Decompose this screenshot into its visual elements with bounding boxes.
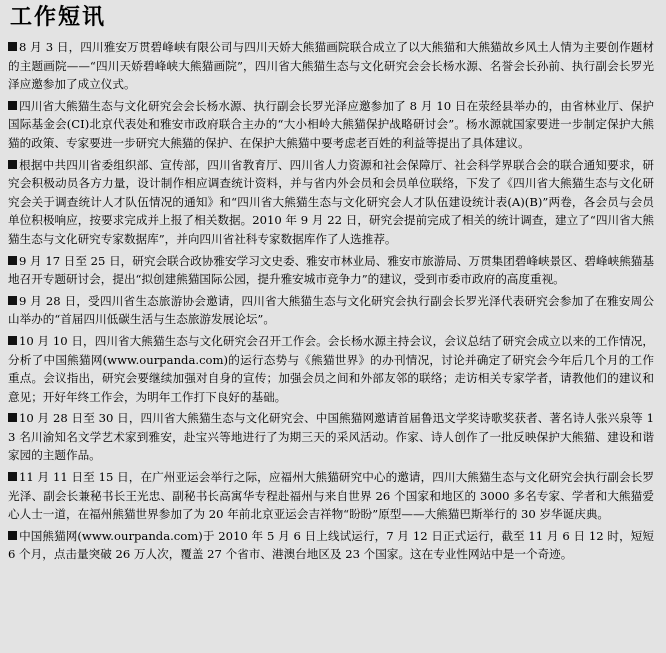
- news-item-text: 11 月 11 日至 15 日，在广州亚运会举行之际，应福州大熊猫研究中心的邀请，四川大熊猫生态与文化研究会执行副会长罗光泽、副会长兼秘书长王光忠、副秘书长高寓华专程赴福州与来自世界 26 个国家和地区的 3000 多名专家、学者和大熊猫爱心人士一道，在福州熊猫世界参加了为 20 年前北京亚运会吉祥物“盼盼”原型——大熊猫巴斯举行的 30 岁华诞庆典。: [8, 470, 654, 522]
- square-bullet-icon: [8, 531, 17, 540]
- square-bullet-icon: [8, 256, 17, 265]
- news-list: [8, 38, 654, 567]
- news-item: [8, 332, 654, 406]
- news-item: [8, 38, 654, 94]
- news-item: [8, 97, 654, 153]
- news-item: [8, 527, 654, 564]
- news-item: [8, 292, 654, 329]
- square-bullet-icon: [8, 42, 17, 51]
- news-item: [8, 409, 654, 465]
- news-item: [8, 468, 654, 524]
- news-item-text: 8 月 3 日，四川雅安万贯碧峰峡有限公司与四川天娇大熊猫画院联合成立了以大熊猫和大熊猫故乡风土人情为主要创作题材的主题画院——“四川天娇碧峰峡大熊猫画院”，四川省大熊猫生态与文化研究会会长杨水源、名誉会长孙前、执行副会长罗光泽应邀参加了成立仪式。: [8, 40, 654, 92]
- square-bullet-icon: [8, 472, 17, 481]
- square-bullet-icon: [8, 296, 17, 305]
- news-item-text: 四川省大熊猫生态与文化研究会会长杨水源、执行副会长罗光泽应邀参加了 8 月 10 日在荥经县举办的，由省林业厅、保护国际基金会(CI)北京代表处和雅安市政府联合主办的“大小相岭大熊猫保护战略研讨会”。杨水源就国家要进一步制定保护大熊猫的政策、专家要进一步研究大熊猫的保护、在保护大熊猫中要考虑老百姓的利益等提出了具体建议。: [8, 98, 654, 150]
- square-bullet-icon: [8, 413, 17, 422]
- page-title: 工作短讯: [10, 5, 107, 30]
- square-bullet-icon: [8, 101, 17, 110]
- news-item: [8, 252, 654, 289]
- news-item-text: 根据中共四川省委组织部、宣传部，四川省教育厅、四川省人力资源和社会保障厅、社会科学界联合会的联合通知要求，研究会积极动员各方力量，设计制作相应调查统计资料，并与省内外会员和会员单位联络，下发了《四川省大熊猫生态与文化研究会关于调查统计人才队伍情况的通知》和“四川省大熊猫生态与文化研究会人才队伍建设统计表(A)(B)”两卷，各会员与会员单位积极响应，按要求完成并上报了相关数据。2010 年 9 月 22 日，研究会提前完成了相关的统计调查，建立了“四川省大熊猫生态与文化研究专家数据库”，并向四川省社科专家数据库作了人选推荐。: [8, 157, 654, 246]
- news-item-text: 中国熊猫网(www.ourpanda.com)于 2010 年 5 月 6 日上线试运行，7 月 12 日正式运行，截至 11 月 6 日 12 时，短短 6 个月，点击量突破 26 万人次，覆盖 27 个省市、港澳台地区及 23 个国家。这在专业性网站中是一个奇迹。: [8, 528, 654, 562]
- news-item-text: 9 月 17 日至 25 日，研究会联合政协雅安学习文史委、雅安市林业局、雅安市旅游局、万贯集团碧峰峡景区、碧峰峡熊猫基地召开专题研讨会，提出“拟创建熊猫国际公园，提升雅安城市竞争力”的建议，受到市委市政府的高度重视。: [8, 253, 654, 287]
- news-item-text: 10 月 10 日，四川省大熊猫生态与文化研究会召开工作会。会长杨水源主持会议，会议总结了研究会成立以来的工作情况，分析了中国熊猫网(www.ourpanda.com)的运行态势与《熊猫世界》的办刊情况，讨论并确定了研究会今年后几个月的工作重点。会议指出，研究会要继续加强对自身的宣传；加强会员之间和外部友邻的联络；走访相关专家学者，请教他们的建议和意见；开好年终工作会，为明年工作打下良好的基础。: [8, 333, 654, 404]
- news-item-text: 10 月 28 日至 30 日，四川省大熊猫生态与文化研究会、中国熊猫网邀请首届鲁迅文学奖诗歌奖获者、著名诗人张兴泉等 13 名川渝知名文学艺术家到雅安，赴宝兴等地进行了为期三天的采风活动。作家、诗人创作了一批反映保护大熊猫、建设和谐家园的主题作品。: [8, 411, 654, 463]
- square-bullet-icon: [8, 336, 17, 345]
- news-item: [8, 156, 654, 249]
- square-bullet-icon: [8, 160, 17, 169]
- news-item-text: 9 月 28 日，受四川省生态旅游协会邀请，四川省大熊猫生态与文化研究会执行副会长罗光泽代表研究会参加了在雅安周公山举办的“首届四川低碳生活与生态旅游发展论坛”。: [8, 293, 654, 327]
